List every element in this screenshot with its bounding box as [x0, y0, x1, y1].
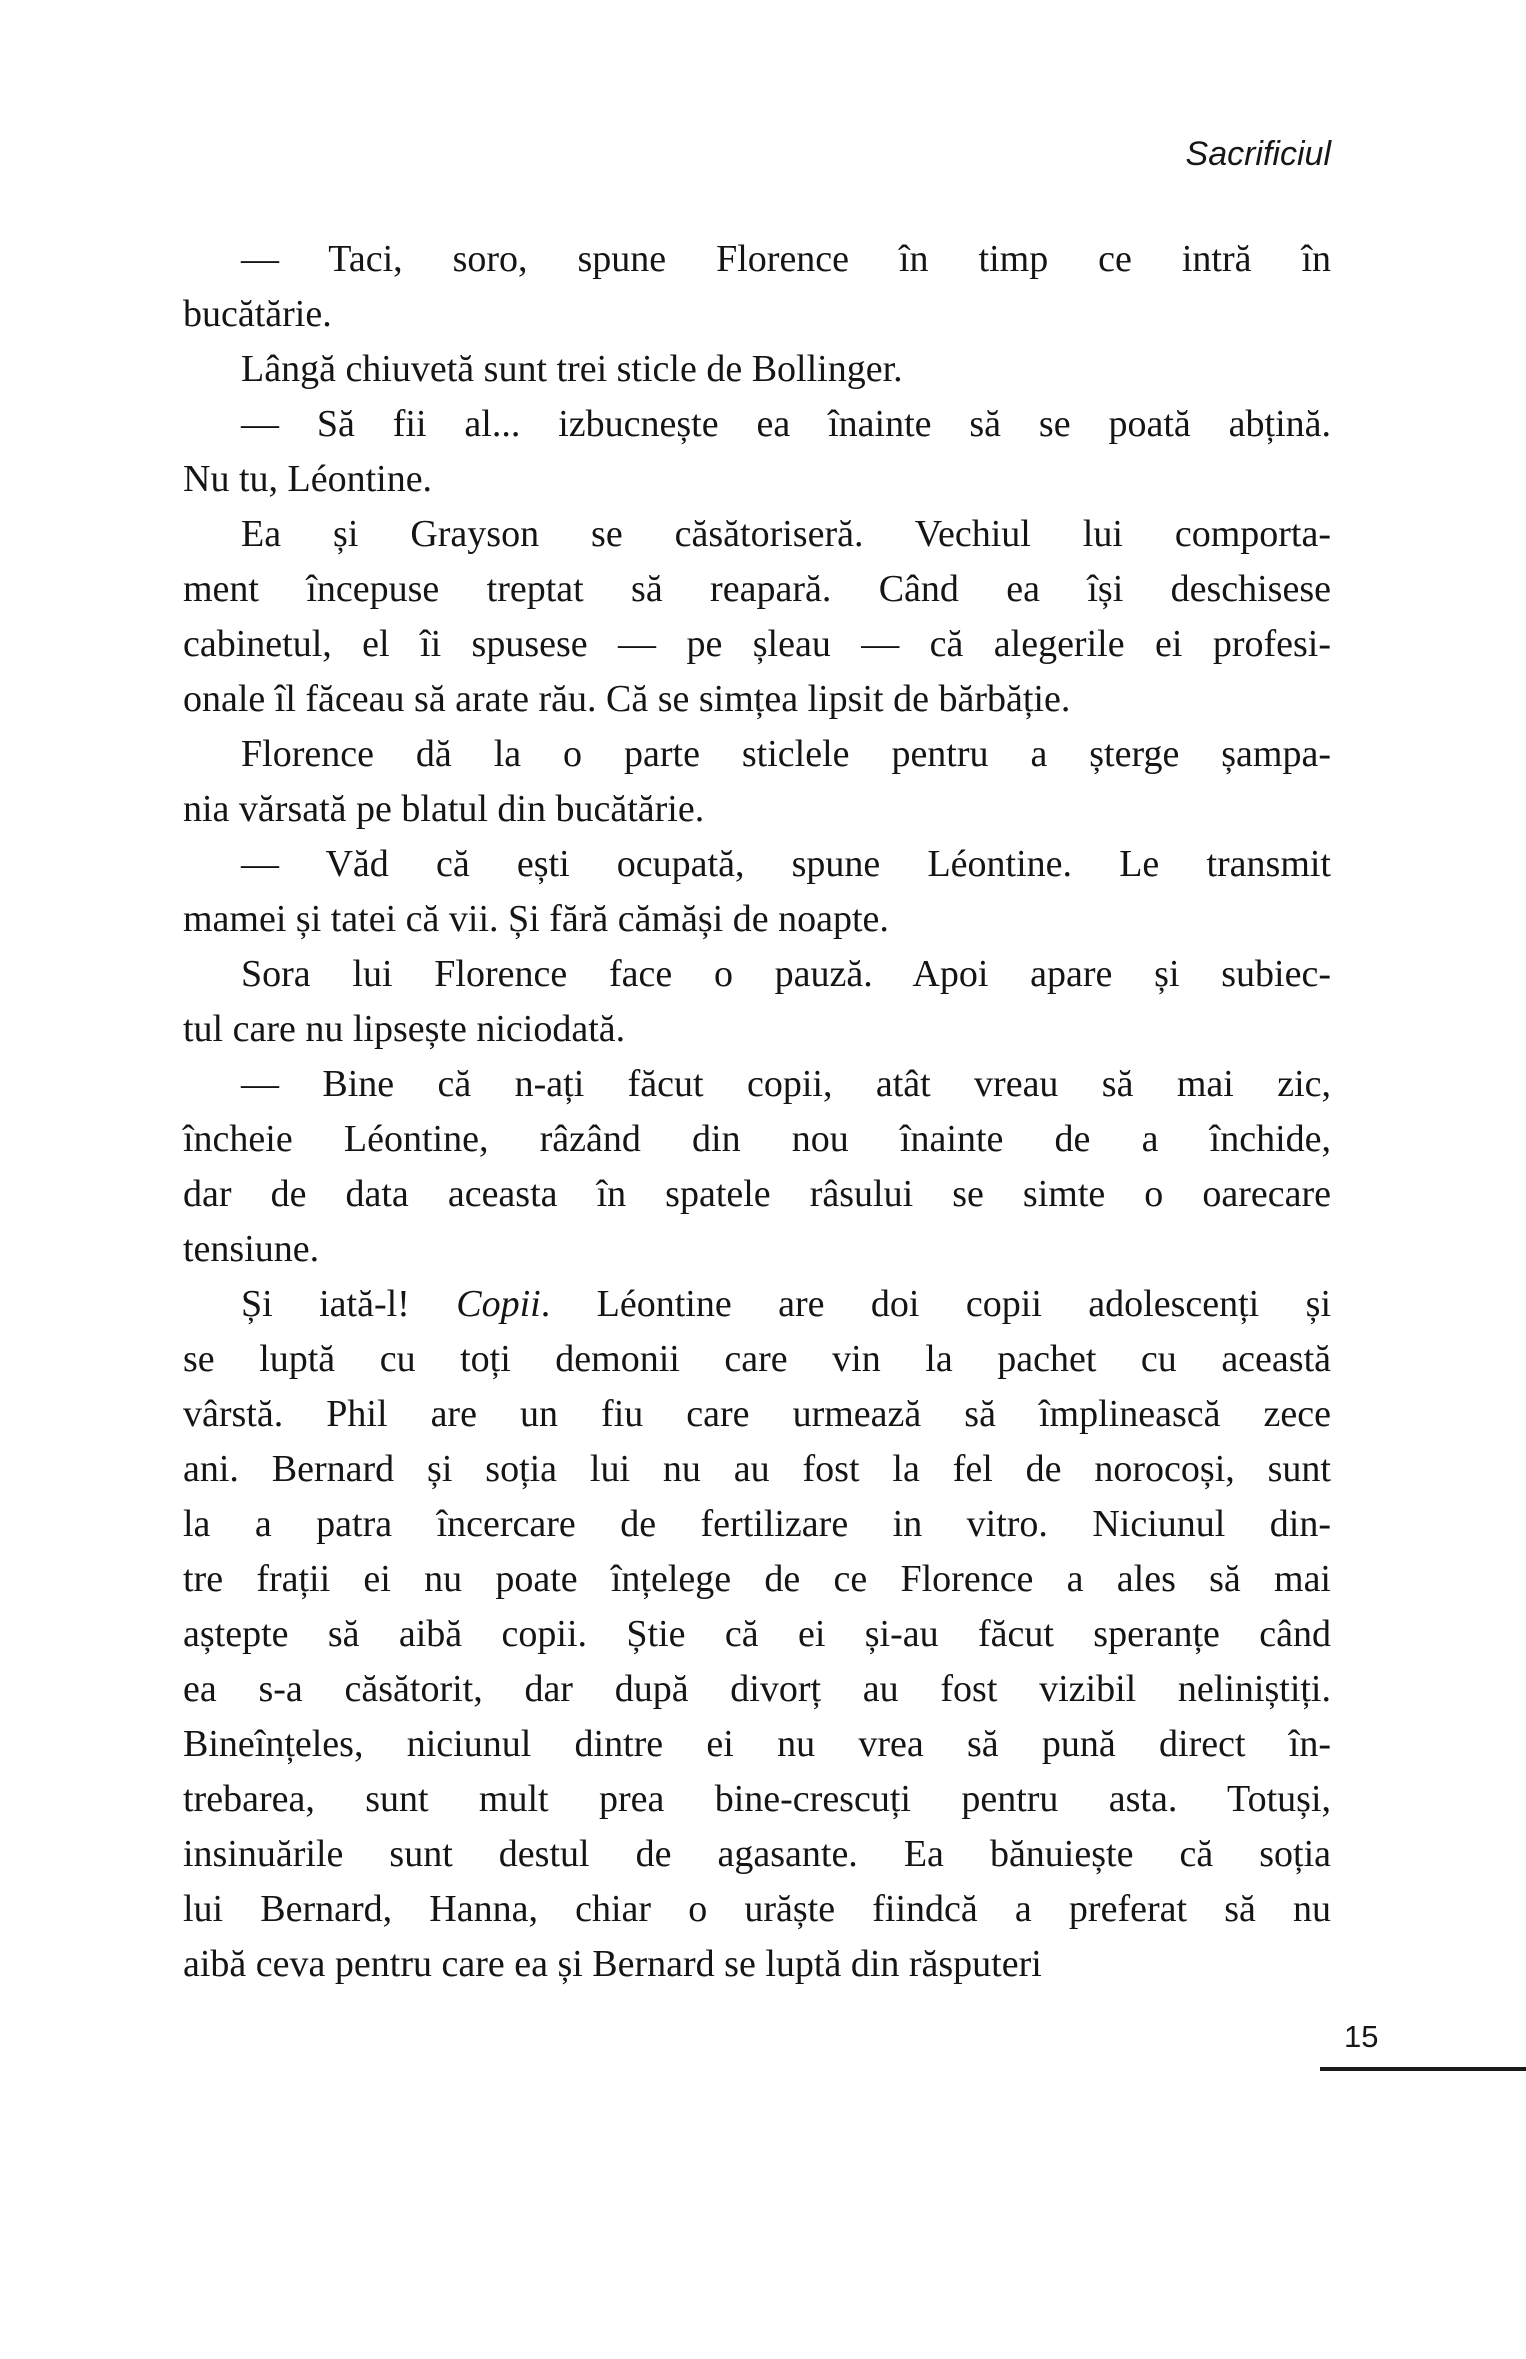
text-line: Florence dă la o parte sticlele pentru a șterge șampa- — [241, 733, 1331, 775]
text-line: ani. Bernard și soția lui nu au fost la fel de norocoși, sunt — [183, 1448, 1331, 1490]
text-line: aștepte să aibă copii. Știe că ei și-au făcut speranțe când — [183, 1613, 1331, 1655]
italic-text: Copii — [456, 1283, 541, 1325]
paragraph — [183, 397, 1331, 507]
text-line: cabinetul, el îi spusese — pe șleau — că alegerile ei profesi- — [183, 623, 1331, 665]
text-line: — Să fii al... izbucnește ea înainte să se poată abțină. — [241, 403, 1331, 445]
text-line: — Văd că ești ocupată, spune Léontine. Le transmit — [241, 843, 1331, 885]
text-line: lui Bernard, Hanna, chiar o urăște fiindcă a preferat să nu — [183, 1888, 1331, 1930]
paragraph — [183, 1277, 1331, 1992]
text-line — [183, 1277, 1331, 1332]
text-line: Ea și Grayson se căsătoriseră. Vechiul lui comporta- — [241, 513, 1331, 555]
page-number: 15 — [1344, 2019, 1379, 2054]
body-text — [183, 232, 1331, 1992]
text-line: onale îl făceau să arate rău. Că se simțea lipsit de bărbăție. — [183, 678, 1071, 720]
paragraph — [183, 1057, 1331, 1277]
text-line: Lângă chiuvetă sunt trei sticle de Bollinger. — [241, 348, 903, 390]
text-line: la a patra încercare de fertilizare in vitro. Niciunul din- — [183, 1503, 1331, 1545]
text-line: Sora lui Florence face o pauză. Apoi apare și subiec- — [241, 953, 1331, 995]
footer-rule — [1320, 2067, 1526, 2071]
text-line: Bineînțeles, niciunul dintre ei nu vrea să pună direct în- — [183, 1723, 1331, 1765]
text-line: ea s-a căsătorit, dar după divorț au fost vizibil neliniștiți. — [183, 1668, 1331, 1710]
text-line: mamei și tatei că vii. Și fără cămăși de noapte. — [183, 898, 889, 940]
text-line: tul care nu lipsește niciodată. — [183, 1008, 626, 1050]
text-line: dar de data aceasta în spatele râsului se simte o oarecare — [183, 1173, 1331, 1215]
text-line: tre frații ei nu poate înțelege de ce Florence a ales să mai — [183, 1558, 1331, 1600]
text-line: nia vărsată pe blatul din bucătărie. — [183, 788, 705, 830]
text-line: se luptă cu toți demonii care vin la pachet cu această — [183, 1338, 1331, 1380]
paragraph — [183, 727, 1331, 837]
text-line: ment începuse treptat să reapară. Când ea își deschisese — [183, 568, 1331, 610]
paragraph — [183, 837, 1331, 947]
text-line: Nu tu, Léontine. — [183, 458, 433, 500]
paragraph — [183, 232, 1331, 342]
text-segment: Și iată-l! — [241, 1283, 457, 1325]
paragraph — [183, 342, 1331, 397]
text-line: — Bine că n-ați făcut copii, atât vreau să mai zic, — [241, 1063, 1331, 1105]
text-line: tensiune. — [183, 1228, 320, 1270]
text-line: vârstă. Phil are un fiu care urmează să împlinească zece — [183, 1393, 1331, 1435]
text-segment: . Léontine are doi copii adolescenți și — [540, 1283, 1331, 1325]
running-head: Sacrificiul — [1185, 135, 1331, 173]
text-line: încheie Léontine, râzând din nou înainte de a închide, — [183, 1118, 1331, 1160]
text-line: insinuările sunt destul de agasante. Ea bănuiește că soția — [183, 1833, 1331, 1875]
text-line: bucătărie. — [183, 293, 332, 335]
text-line: aibă ceva pentru care ea și Bernard se luptă din răsputeri — [183, 1943, 1042, 1985]
paragraph — [183, 507, 1331, 727]
text-line: trebarea, sunt mult prea bine-crescuți pentru asta. Totuși, — [183, 1778, 1331, 1820]
text-line: — Taci, soro, spune Florence în timp ce intră în — [241, 238, 1331, 280]
paragraph — [183, 947, 1331, 1057]
